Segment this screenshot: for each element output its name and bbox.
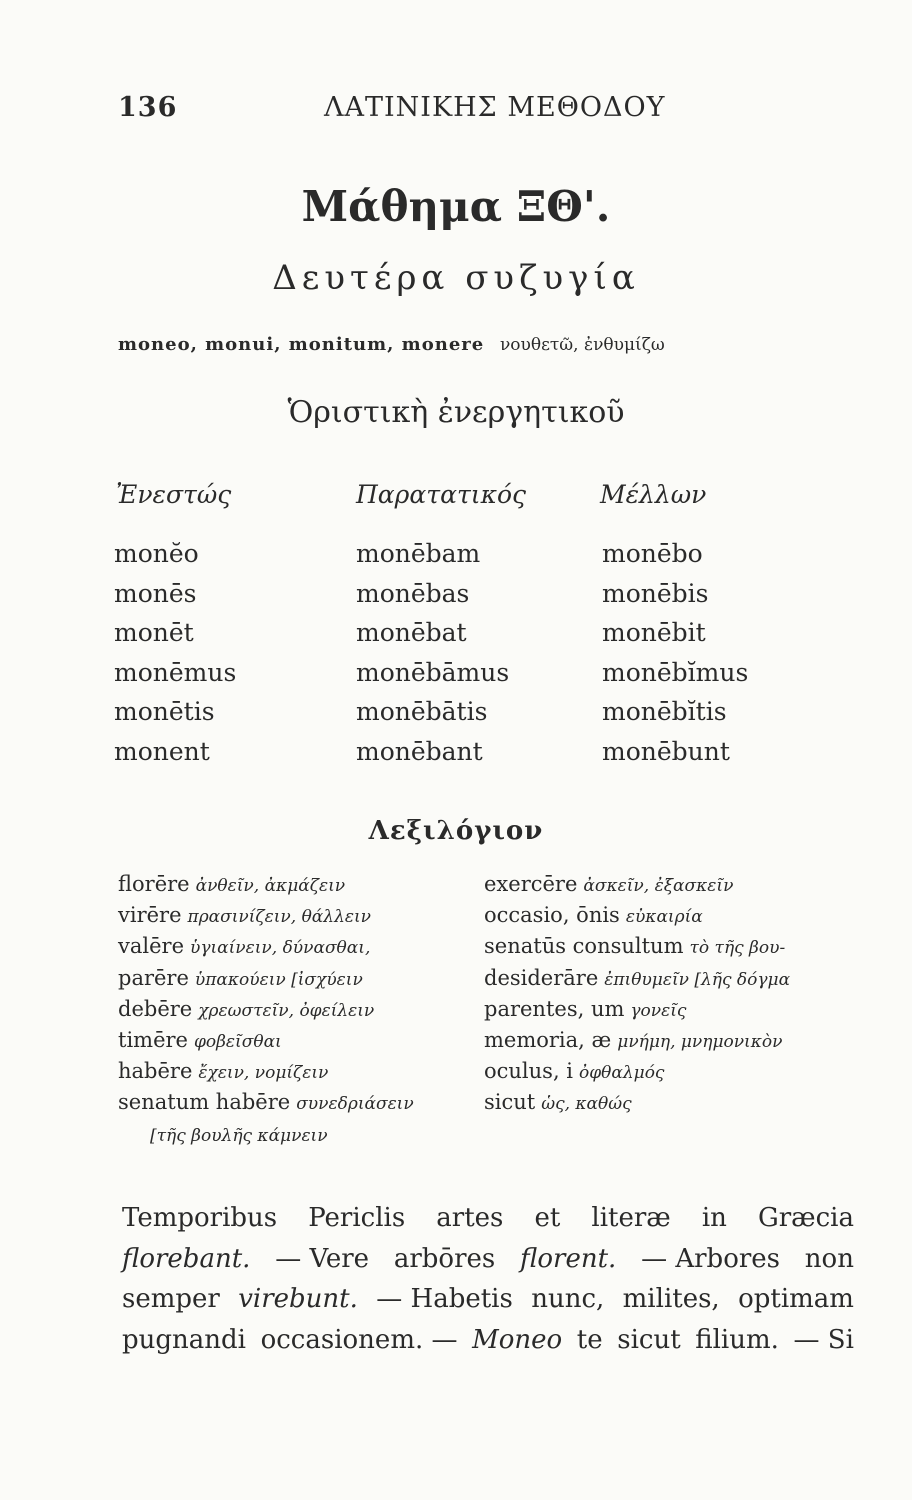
vocab-entry bbox=[118, 932, 414, 963]
running-head: ΛΑΤΙΝΙΚΗΣ ΜΕΘΟΔΟΥ bbox=[324, 92, 666, 123]
vocabulary-title: Λεξιλόγιον bbox=[368, 816, 544, 846]
text-word: milites, bbox=[622, 1284, 720, 1314]
lesson-subtitle: Δευτέρα συζυγία bbox=[272, 258, 640, 298]
principal-parts: moneo, monui, monitum, monere bbox=[118, 334, 485, 355]
vocab-entry bbox=[484, 1026, 790, 1057]
vocab-greek: φοβεῖσθαι bbox=[193, 1032, 282, 1053]
verb-form: monēs bbox=[114, 578, 197, 608]
text-word: pugnandi bbox=[122, 1324, 246, 1355]
text-line bbox=[122, 1320, 854, 1361]
text-word: sicut bbox=[617, 1324, 681, 1355]
vocab-entry bbox=[118, 995, 414, 1026]
vocab-entry bbox=[484, 1057, 790, 1088]
vocab-latin: habēre bbox=[118, 1059, 193, 1084]
text-word: te bbox=[576, 1324, 603, 1355]
verb-form: monēbunt bbox=[602, 736, 730, 766]
text-line bbox=[122, 1198, 854, 1239]
vocab-latin: valēre bbox=[118, 934, 184, 959]
vocab-greek: ἀνθεῖν, ἀκμάζειν bbox=[195, 876, 346, 896]
text-line bbox=[122, 1279, 854, 1320]
imperfect-forms bbox=[356, 534, 509, 771]
vocab-greek: συνεδριάσειν bbox=[296, 1094, 414, 1115]
verb-form: monĕo bbox=[114, 539, 199, 568]
text-word: Periclis bbox=[308, 1203, 406, 1233]
vocab-latin: parentes, um bbox=[484, 996, 625, 1021]
vocab-latin: parēre bbox=[118, 965, 189, 990]
text-word: — Vere bbox=[275, 1243, 370, 1274]
page-header bbox=[118, 92, 858, 132]
vocab-latin: senatūs consultum bbox=[484, 934, 684, 959]
present-forms bbox=[114, 534, 236, 771]
verb-form: monēbāmus bbox=[356, 657, 510, 687]
text-word: — Si bbox=[793, 1324, 854, 1355]
text-word: florent. bbox=[520, 1243, 617, 1274]
text-word: florebant. bbox=[122, 1243, 251, 1274]
text-word: semper bbox=[122, 1284, 220, 1314]
verb-form: monēbam bbox=[356, 539, 481, 568]
vocab-entry bbox=[118, 964, 414, 995]
future-forms bbox=[602, 534, 748, 771]
text-word: literæ bbox=[591, 1203, 671, 1233]
vocab-greek: ὡς, καθώς bbox=[541, 1094, 632, 1115]
vocab-latin: oculus, i bbox=[484, 1059, 574, 1084]
vocab-latin: senatum habēre bbox=[118, 1090, 291, 1115]
vocab-greek: ἔχειν, νομίζειν bbox=[198, 1063, 329, 1084]
mood-title: Ὁριστικὴ ἐνεργητικοῦ bbox=[287, 395, 625, 430]
page-number: 136 bbox=[118, 92, 178, 123]
vocab-latin: desiderāre bbox=[484, 965, 599, 990]
vocab-greek: ὀφθαλμός bbox=[579, 1063, 665, 1084]
vocab-greek: εὐκαιρία bbox=[625, 907, 703, 928]
vocab-entry bbox=[484, 995, 790, 1026]
verb-form: monēbit bbox=[602, 618, 706, 647]
verb-form: monēbas bbox=[356, 578, 470, 608]
vocab-entry bbox=[484, 1088, 790, 1119]
vocab-entry-continuation bbox=[118, 1120, 414, 1151]
vocab-entry bbox=[118, 1026, 414, 1057]
vocab-latin: florēre bbox=[118, 872, 190, 896]
exercise-text bbox=[122, 1198, 854, 1360]
verb-form: monēmus bbox=[114, 657, 237, 687]
column-heading-present: Ἐνεστώς bbox=[116, 480, 232, 509]
text-word: in bbox=[701, 1203, 727, 1233]
verb-form: monēbat bbox=[356, 618, 467, 647]
vocab-entry bbox=[484, 932, 790, 963]
vocab-greek: γονεῖς bbox=[630, 1000, 687, 1021]
text-word: Græcia bbox=[757, 1203, 854, 1233]
text-word: et bbox=[534, 1203, 561, 1233]
vocab-entry bbox=[118, 1057, 414, 1088]
vocabulary-right-column bbox=[484, 870, 790, 1120]
text-word: arbōres bbox=[393, 1243, 496, 1274]
text-word: nunc, bbox=[531, 1284, 605, 1314]
vocab-latin: virēre bbox=[118, 903, 182, 928]
column-heading-future: Μέλλων bbox=[600, 480, 707, 509]
vocab-greek: πρασινίζειν, θάλλειν bbox=[187, 907, 371, 928]
vocab-latin: debēre bbox=[118, 996, 193, 1021]
vocab-latin: sicut bbox=[484, 1090, 536, 1115]
text-word: non bbox=[804, 1243, 854, 1274]
column-heading-imperfect: Παρατατικός bbox=[356, 480, 527, 509]
text-word: occasionem. — bbox=[260, 1324, 458, 1355]
vocab-greek: ὑγιαίνειν, δύνασθαι, bbox=[190, 938, 371, 959]
vocab-greek: χρεωστεῖν, ὀφείλειν bbox=[198, 1000, 375, 1021]
text-word: artes bbox=[436, 1203, 504, 1233]
text-word: Moneo bbox=[472, 1324, 563, 1355]
vocab-entry bbox=[484, 870, 790, 901]
vocab-entry bbox=[118, 870, 414, 901]
vocab-entry bbox=[484, 964, 790, 995]
text-word: — Habetis bbox=[376, 1284, 513, 1314]
lesson-title: Μάθημα ΞΘ'. bbox=[301, 182, 611, 231]
verb-form: monētis bbox=[114, 697, 215, 726]
text-word: optimam bbox=[738, 1284, 854, 1314]
verb-form: monēbātis bbox=[356, 697, 488, 726]
principal-parts-line bbox=[118, 334, 858, 355]
verb-form: monēbant bbox=[356, 736, 483, 766]
vocab-latin: occasio, ōnis bbox=[484, 903, 620, 928]
vocab-greek: τὸ τῆς βου- bbox=[689, 938, 786, 959]
text-word: — Arbores bbox=[641, 1243, 781, 1274]
text-line bbox=[122, 1239, 854, 1280]
vocab-entry bbox=[118, 1088, 414, 1119]
vocabulary-left-column bbox=[118, 870, 414, 1151]
vocab-latin: exercēre bbox=[484, 872, 578, 896]
verb-form: monēbĭmus bbox=[602, 657, 749, 687]
vocab-entry bbox=[118, 901, 414, 932]
vocab-latin: memoria, æ bbox=[484, 1028, 612, 1053]
text-word: virebunt. bbox=[238, 1284, 358, 1314]
vocab-greek: μνήμη, μνημονικὸν bbox=[617, 1032, 783, 1053]
principal-parts-greek: νουθετῶ, ἐνθυμίζω bbox=[499, 335, 665, 355]
verb-form: monēt bbox=[114, 618, 194, 647]
text-word: filium. bbox=[695, 1324, 779, 1355]
verb-form: monēbĭtis bbox=[602, 697, 727, 726]
text-word: Temporibus bbox=[122, 1203, 278, 1233]
vocab-greek: ἐπιθυμεῖν [λῆς δόγμα bbox=[604, 969, 791, 990]
vocab-latin: timēre bbox=[118, 1028, 188, 1053]
verb-form: monēbis bbox=[602, 578, 709, 608]
vocab-greek: ἀσκεῖν, ἐξασκεῖν bbox=[583, 876, 734, 896]
verb-form: monent bbox=[114, 736, 210, 766]
vocab-greek: ὑπακούειν [ἰσχύειν bbox=[194, 969, 363, 990]
vocab-entry bbox=[484, 901, 790, 932]
verb-form: monēbo bbox=[602, 539, 703, 568]
vocab-greek: [τῆς βουλῆς κάμνειν bbox=[150, 1125, 328, 1146]
